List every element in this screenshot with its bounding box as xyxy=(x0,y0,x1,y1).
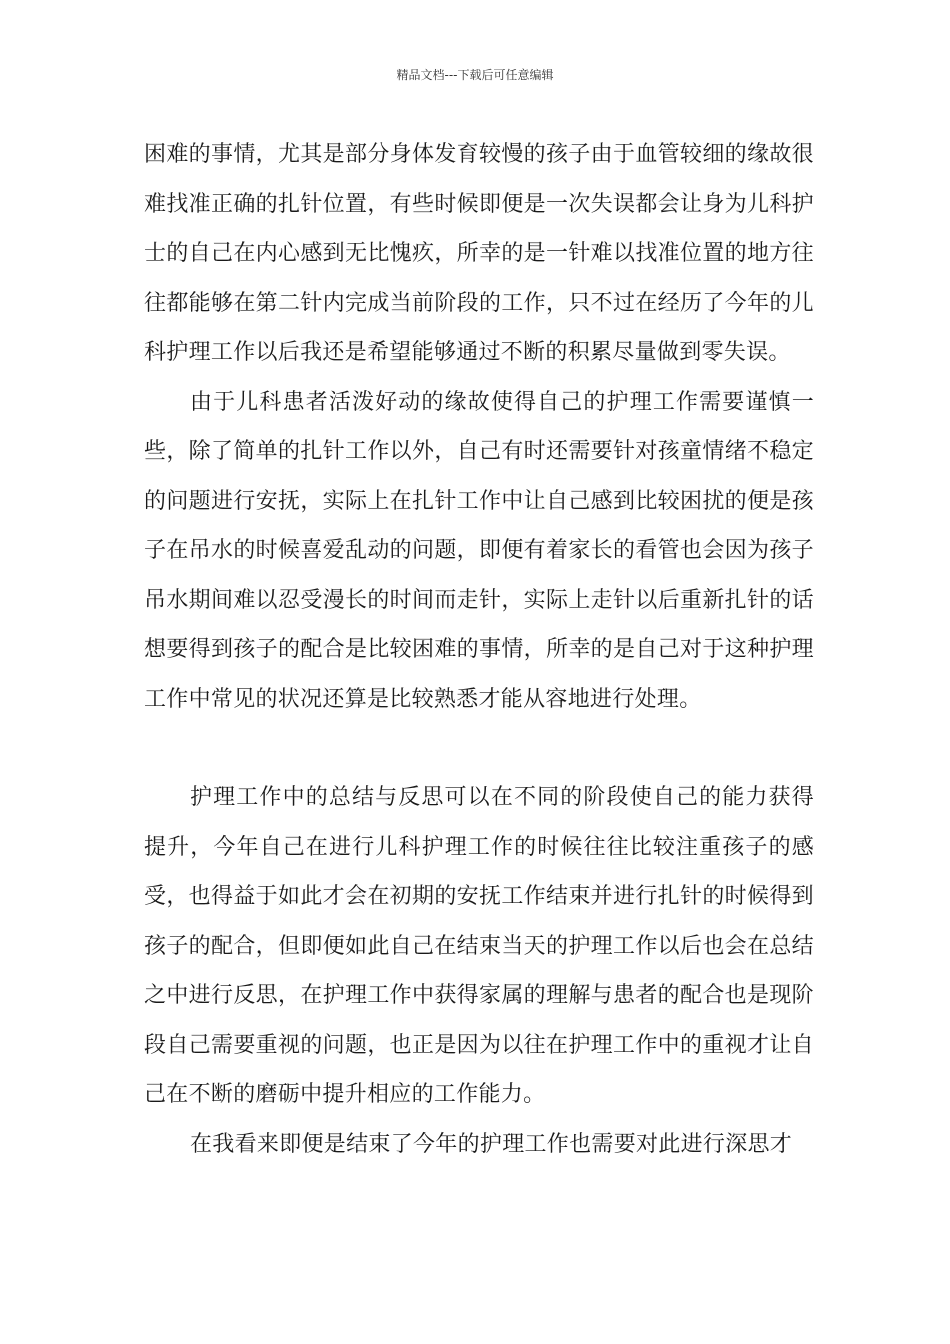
paragraph-3: 护理工作中的总结与反思可以在不同的阶段使自己的能力获得提升，今年自己在进行儿科护理工作的时候往往比较注重孩子的感受，也得益于如此才会在初期的安抚工作结束并进行扎针的时候得到孩子的配合，但即便如此自己在结束当天的护理工作以后也会在总结之中进行反思，在护理工作中获得家属的理解与患者的配合也是现阶段自己需要重视的问题，也正是因为以往在护理工作中的重视才让自己在不断的磨砺中提升相应的工作能力。 xyxy=(144,785,814,1107)
page-header: 精品文档---下载后可任意编辑 xyxy=(396,68,554,82)
paragraph-1: 困难的事情，尤其是部分身体发育较慢的孩子由于血管较细的缘故很难找准正确的扎针位置，有些时候即便是一次失误都会让身为儿科护士的自己在内心感到无比愧疚，所幸的是一针难以找准位置的地方往往都能够在第二针内完成当前阶段的工作，只不过在经历了今年的儿科护理工作以后我还是希望能够通过不断的积累尽量做到零失误。 xyxy=(144,142,814,365)
paragraph-2: 由于儿科患者活泼好动的缘故使得自己的护理工作需要谨慎一些，除了简单的扎针工作以外，自己有时还需要针对孩童情绪不稳定的问题进行安抚，实际上在扎针工作中让自己感到比较困扰的便是孩子在吊水的时候喜爱乱动的问题，即便有着家长的看管也会因为孩子吊水期间难以忍受漫长的时间而走针，实际上走针以后重新扎针的话想要得到孩子的配合是比较困难的事情，所幸的是自己对于这种护理工作中常见的状况还算是比较熟悉才能从容地进行处理。 xyxy=(144,389,814,712)
paragraph-gap xyxy=(144,724,814,773)
paragraph-4: 在我看来即便是结束了今年的护理工作也需要对此进行深思才 xyxy=(190,1131,793,1157)
document-body xyxy=(144,130,814,1169)
